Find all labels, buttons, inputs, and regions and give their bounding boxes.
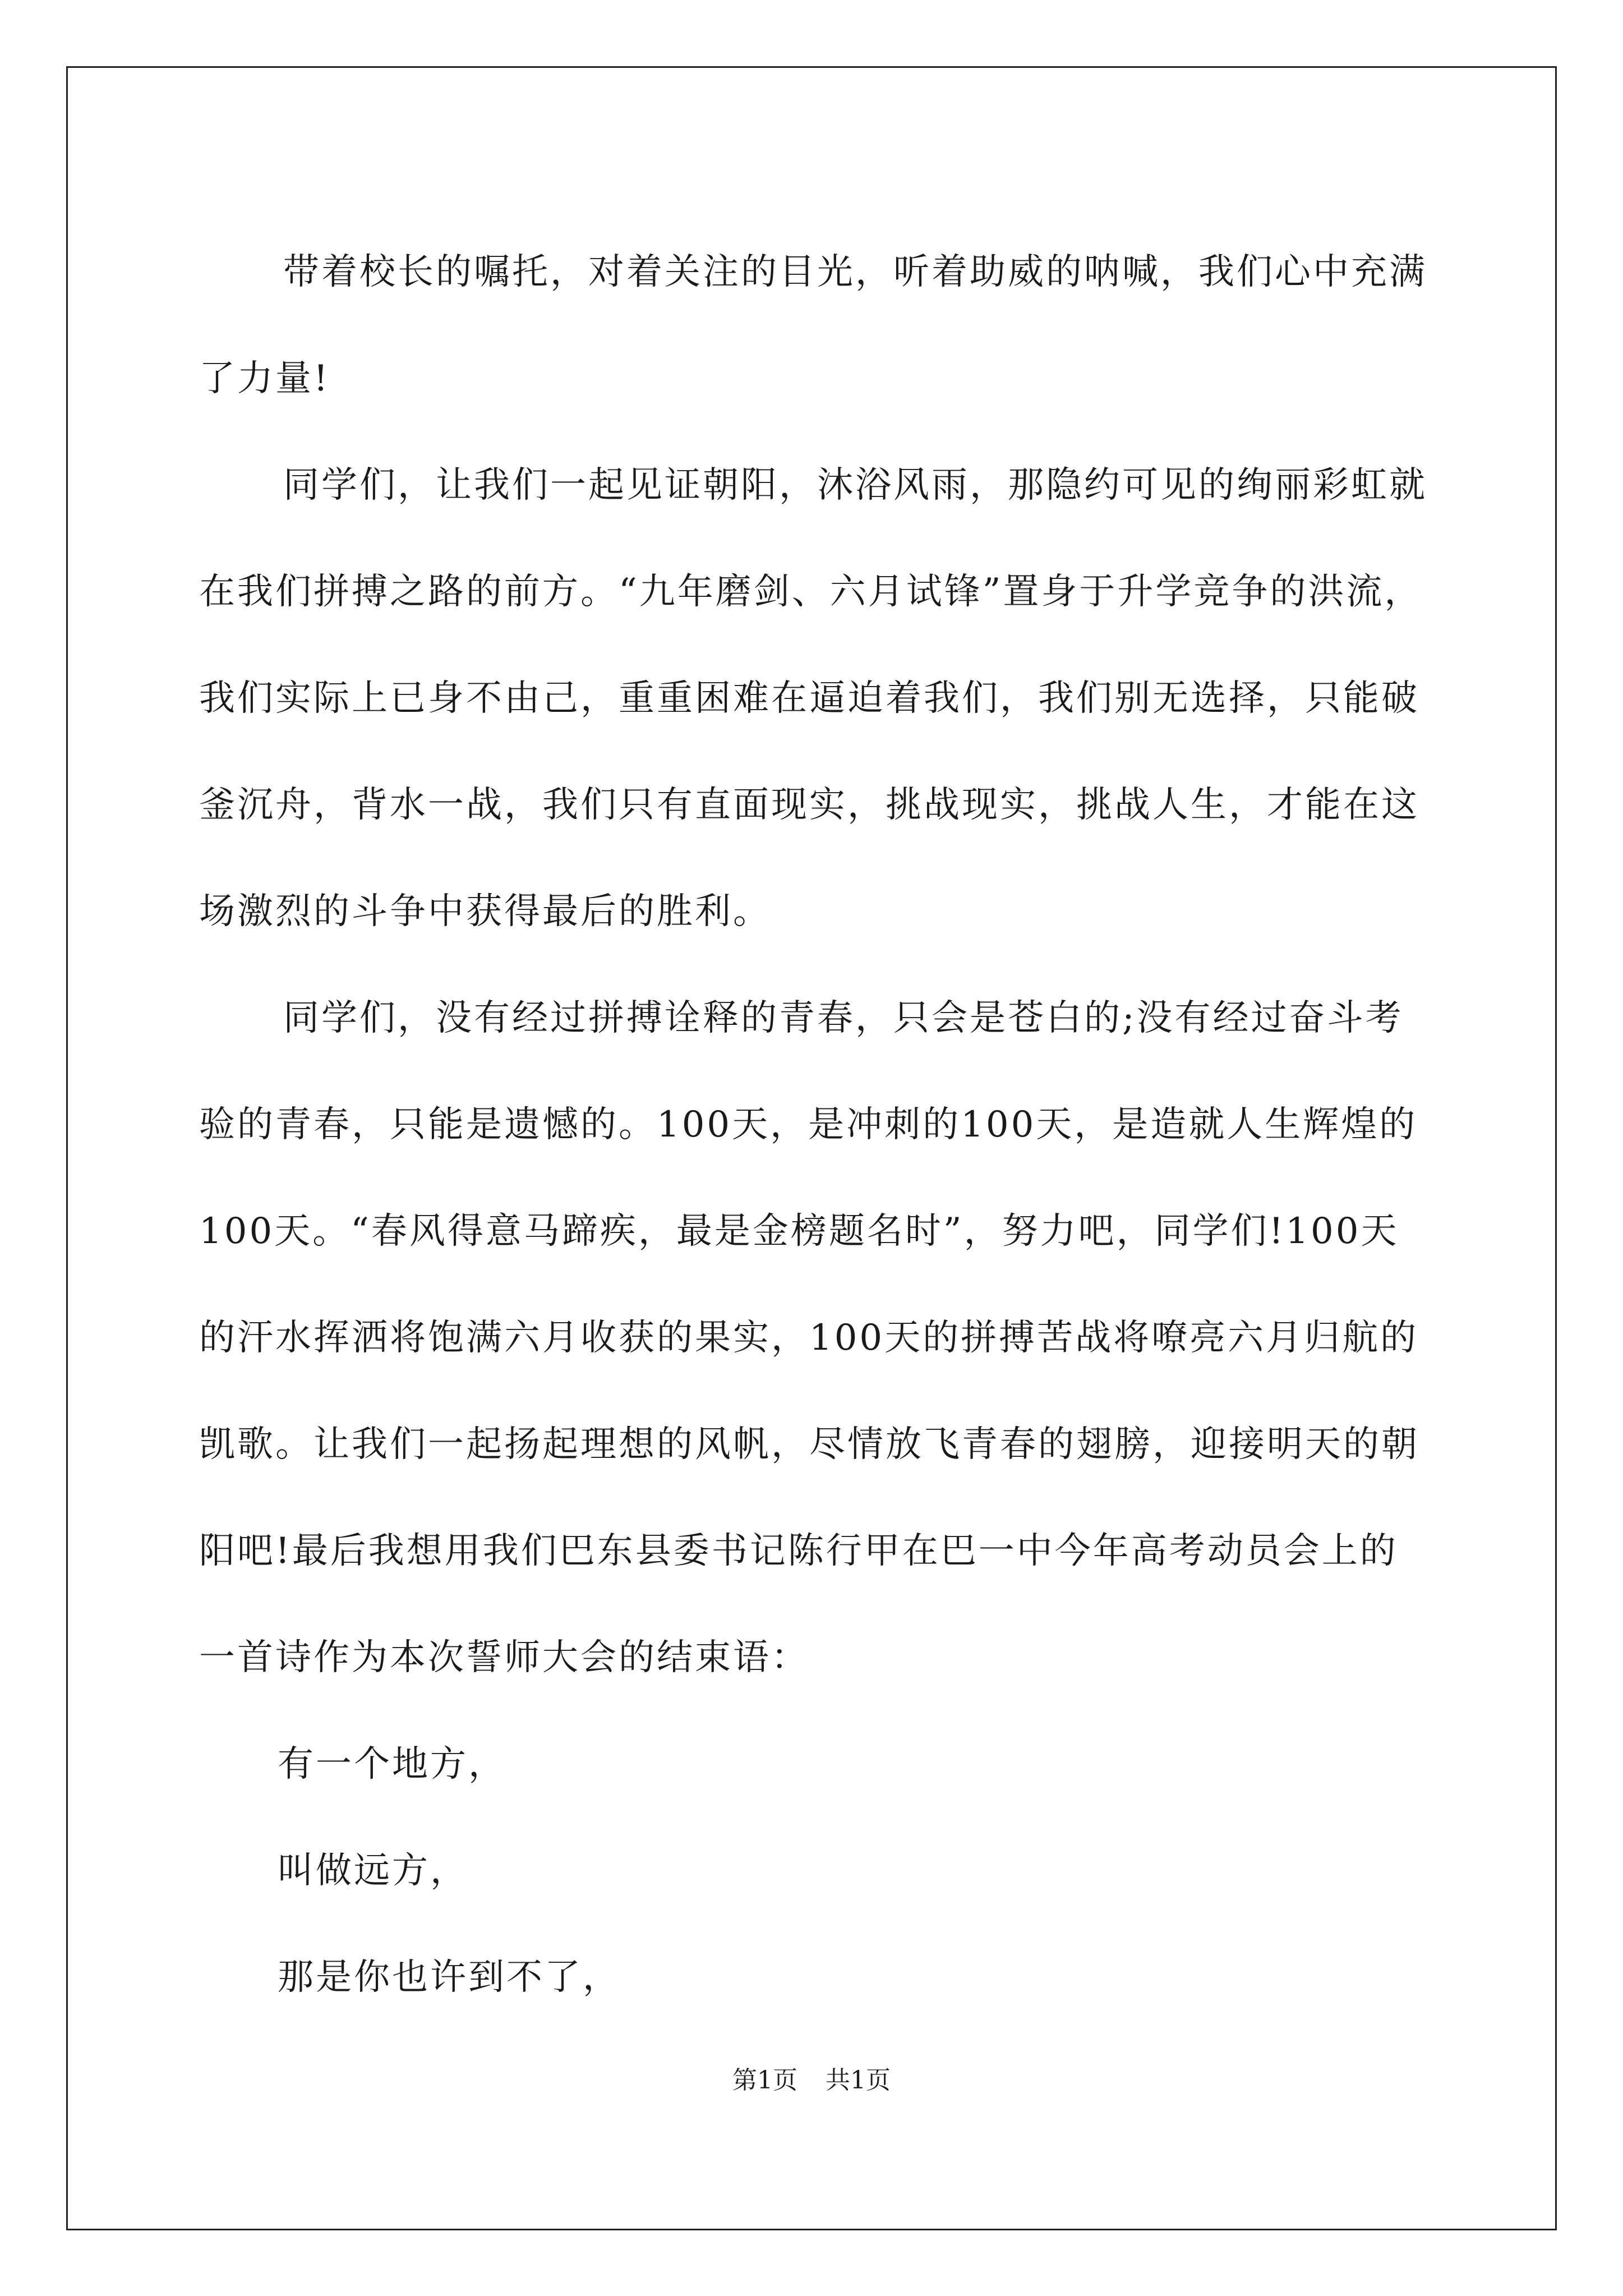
verse-line-1: 有一个地方， — [278, 1743, 506, 1785]
document-body — [199, 219, 1427, 2031]
verse-line-3: 那是你也许到不了， — [278, 1957, 621, 1998]
paragraph-3: 同学们，没有经过拼搏诠释的青春，只会是苍白的;没有经过奋斗考验的青春，只能是遗憾的。100天，是冲刺的100天，是造就人生辉煌的100天。“春风得意马蹄疾，最是金榜题名时”，努力吧，同学们!100天的汗水挥洒将饱满六月收获的果实，100天的拼搏苦战将嘹亮六月归航的凯歌。让我们一起扬起理想的风帆，尽情放飞青春的翅膀，迎接明天的朝阳吧!最后我想用我们巴东县委书记陈行甲在巴一中今年高考动员会上的一首诗作为本次誓师大会的结束语： — [199, 997, 1419, 1678]
page-footer — [0, 2060, 1623, 2096]
paragraph-1: 带着校长的嘱托，对着关注的目光，听着助威的呐喊，我们心中充满了力量! — [199, 251, 1427, 399]
verse-line-2: 叫做远方， — [278, 1850, 468, 1892]
page-number-current: 第1页 — [732, 2066, 797, 2095]
page-number-total: 共1页 — [826, 2066, 891, 2095]
paragraph-2: 同学们，让我们一起见证朝阳，沐浴风雨，那隐约可见的绚丽彩虹就在我们拼搏之路的前方。“九年磨剑、六月试锋”置身于升学竞争的洪流，我们实际上已身不由己，重重困难在逼迫着我们，我们别无选择，只能破釜沉舟，背水一战，我们只有直面现实，挑战现实，挑战人生，才能在这场激烈的斗争中获得最后的胜利。 — [199, 464, 1427, 932]
